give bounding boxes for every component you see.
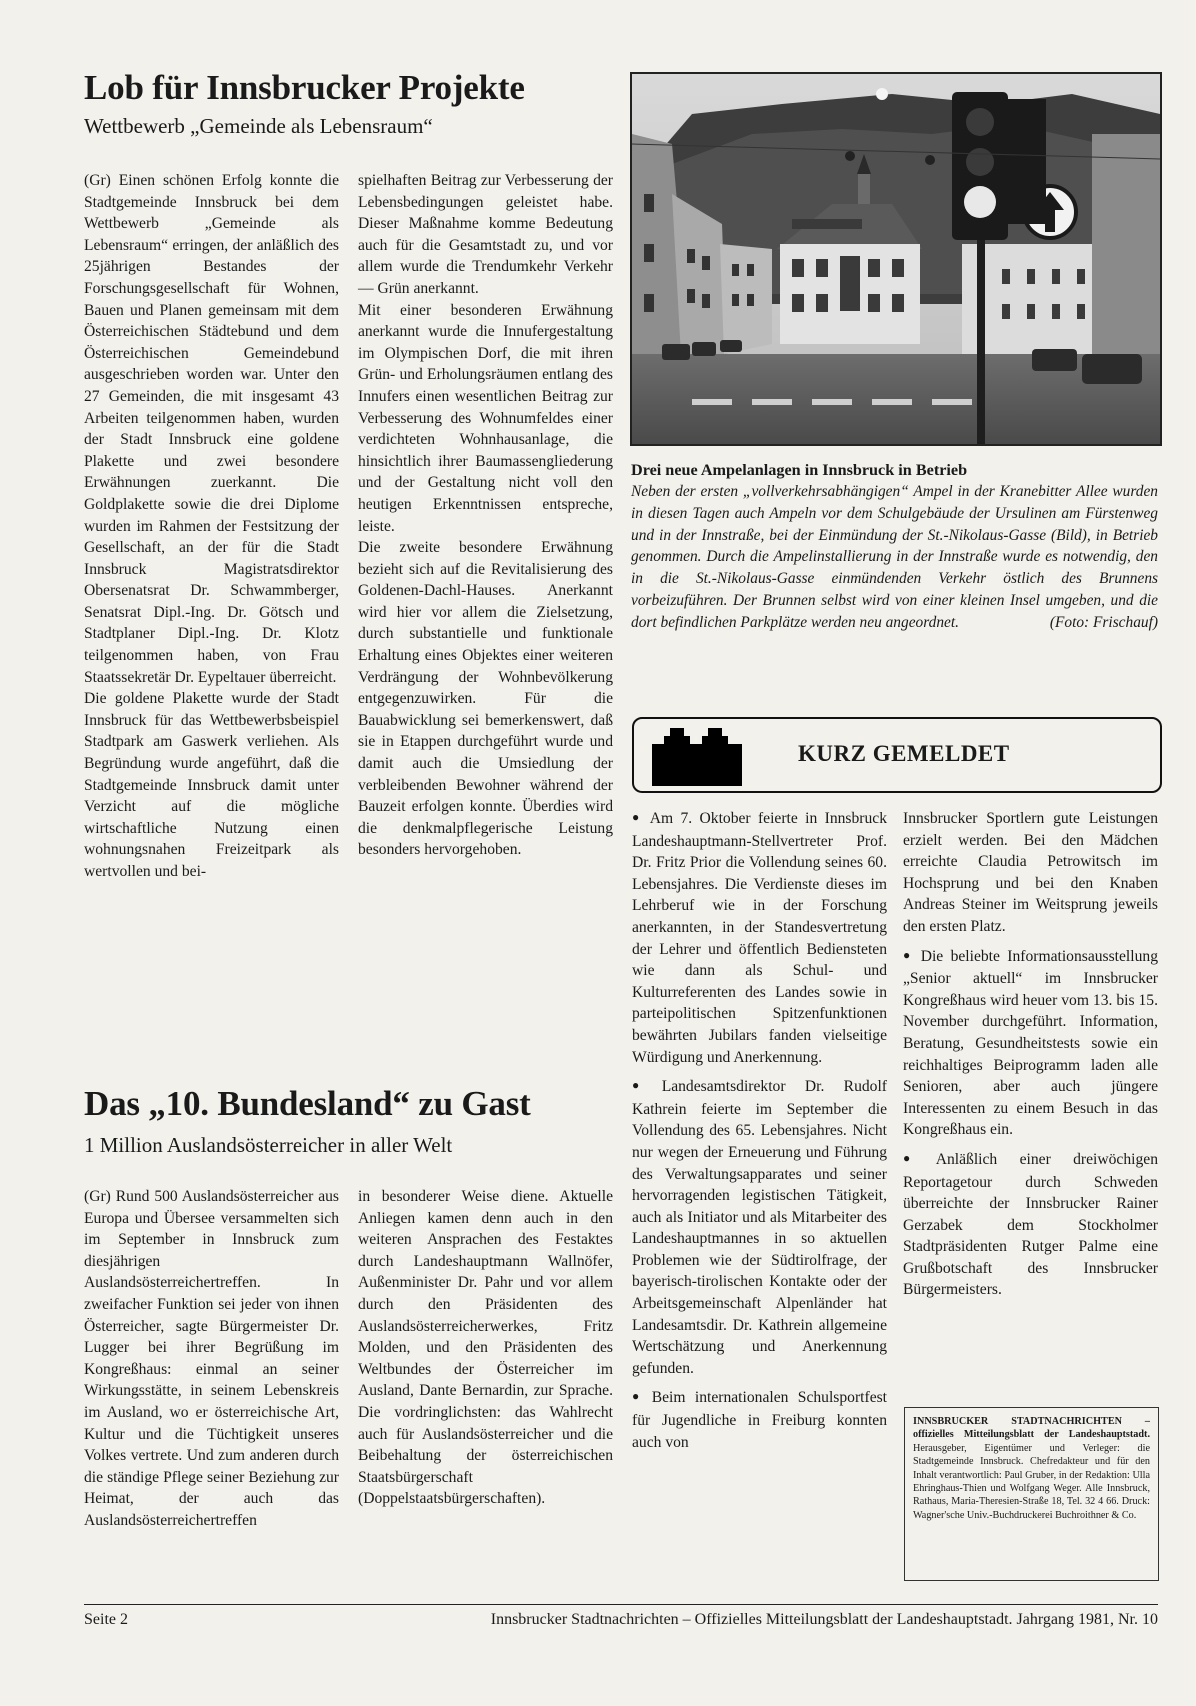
traffic-light-street-image [632,74,1160,444]
kurz-column-1 [632,808,887,1453]
photo-credit: (Foto: Frischauf) [1049,613,1158,631]
article2-title: Das „10. Bundesland“ zu Gast [84,1084,531,1123]
news-item-continued: Innsbrucker Sportlern gute Leistungen erzielt werden. Bei den Mädchen erreichte Claudia Petrowitsch im Hochsprung und bei den Knaben Andreas Steiner im Weitsprung jeweils den ersten Platz. [903,810,1158,935]
impressum-text: Herausgeber, Eigentümer und Verleger: die Stadtgemeinde Innsbruck. Chefredakteur und für den Inhalt verantwortlich: Paul Gruber, in der Redaktion: Ulla Ehringhaus-Thien und Wolfgang Weger. Alle Innsbruck, Rathaus, Maria-Theresien-Straße 18, Tel. 32 4 66. Druck: Wagner'sche Univ.-Buchdruckerei Buchroithner & Co. [913,1442,1150,1521]
publication-line: Innsbrucker Stadtnachrichten – Offizielles Mitteilungsblatt der Landeshauptstadt. Jahrgang 1981, Nr. 10 [490,1611,1158,1628]
news-item: ● Am 7. Oktober feierte in Innsbruck Landeshauptmann-Stellvertreter Prof. Dr. Fritz Prior die Vollendung seines 60. Lebensjahres. Die Verdienste dieses im Lehrberuf wie in der Forschung anerkannten, in der Standesvertretung der Lehrer und öffentlich Bediensteten wie dann als Schul- und Kulturreferenten des Landes sowie in parteipolitischen Spitzenfunktionen bewährten Jubilars fanden vielseitige Würdigung und Anerkennung. [632,808,887,1068]
article1-subtitle: Wettbewerb „Gemeinde als Lebensraum“ [84,114,433,138]
impressum-box [904,1407,1159,1581]
article1-title: Lob für Innsbrucker Projekte [84,68,525,107]
buildings-icon [650,728,746,786]
article2-paragraph: in besonderer Weise diene. Aktuelle Anliegen kamen denn auch in den weiteren Ansprachen des Festaktes durch Landeshauptmann Wallnöfer, Außenminister Dr. Pahr und vor allem durch den Präsidenten des Auslandsösterreicherwerkes, Fritz Molden, und den Präsidenten des Weltbundes der Österreicher im Ausland, Dante Bernardin, zur Sprache. Die vordringlichsten: das Wahlrecht auch für Auslandsösterreicher und die Beibehaltung der österreichischen Staatsbürgerschaft (Doppelstaatsbürgerschaften). [358,1188,613,1508]
article2-column-1 [84,1186,339,1532]
article2-paragraph: (Gr) Rund 500 Auslandsösterreicher aus Europa und Übersee versammelten sich im September in Innsbruck zum diesjährigen Auslandsösterreichertreffen. In zweifacher Funktion sei jeder von ihnen Österreicher, sagte Bürgermeister Dr. Lugger bei ihrer Begrüßung im Kongreßhaus: einmal an seiner Wirkungsstätte, in seinem Lebenskreis im Ausland, wo er österreichische Art, Kultur und die Tüchtigkeit unseres Volkes vertrete. Und zum anderen durch die ständige Pflege seiner Beziehung zur Heimat, der auch das Auslandsösterreichertreffen [84,1188,339,1529]
article1-paragraph: (Gr) Einen schönen Erfolg konnte die Stadtgemeinde Innsbruck bei dem Wettbewerb „Gemeinde als Lebensraum“ erringen, der anläßlich des 25jährigen Bestandes der Forschungsgesellschaft für Wohnen, Bauen und Planen gemeinsam mit dem Österreichischen Städtebund und dem Österreichischen Gemeindebund ausgeschrieben worden war. Unter den 27 Gemeinden, die mit insgesamt 43 Arbeiten teilgenommen haben, wurden der Stadt Innsbruck eine goldene Plakette und zwei besondere Erwähnungen zuerkannt. Die Goldplakette sowie die drei Diplome wurden im Rahmen der Festsitzung der Gesellschaft, an der für die Stadt Innsbruck Magistratsdirektor Obersenatsrat Dr. Schwammberger, Senatsrat Dipl.-Ing. Dr. Götsch und Stadtplaner Dipl.-Ing. Dr. Klotz teilgenommen haben, von Frau Staatssekretär Dr. Eypeltauer überreicht. [84,172,339,686]
news-item: ● Die beliebte Informationsausstellung „Senior aktuell“ im Innsbrucker Kongreßhaus wird heuer vom 13. bis 15. November durchgeführt. Information, Beratung, Gesundheitstests sowie ein reichhaltiges Beiprogramm laden alle Senioren, aber auch jüngere Interessenten zu einem Besuch in das Kongreßhaus ein. [903,946,1158,1141]
photo-caption [631,481,1158,634]
article1-column-2 [358,170,613,861]
kurz-column-2 [903,808,1158,1301]
street-photo [630,72,1162,446]
impressum-title: INNSBRUCKER STADTNACHRICHTEN – offizielles Mitteilungsblatt der Landeshauptstadt. [913,1416,1150,1441]
article1-paragraph: Die zweite besondere Erwähnung bezieht sich auf die Revitalisierung des Goldenen-Dachl-Hauses. Anerkannt wird hier vor allem die Zielsetzung, durch substantielle und funktionale Erhaltung eines Objektes einer weiteren Verdrängung der Wohnbevölkerung entgegenzuwirken. Für die Bauabwicklung sei bemerkenswert, daß sie in Etappen durchgeführt wurde und damit auch die Umsiedlung der verbleibenden Bewohner während der Bauzeit erfolgen konnte. Überdies wird die denkmalpflegerische Leistung besonders hervorgehoben. [358,539,613,859]
news-item: ● Landesamtsdirektor Dr. Rudolf Kathrein feierte im September die Vollendung des 65. Lebensjahres. Nicht nur wegen der Erneuerung und Führung des Verwaltungsapparates und seiner hervorragenden legistischen Tätigkeit, auch als Initiator und als Mitarbeiter des Landeshauptmannes in so aktuellen Problemen wie der Südtirolfrage, der bayerisch-tirolischen Kontakte oder der Arbeitsgemeinschaft Alpenländer hat Landesamtsdir. Dr. Kathrein allgemeine Wertschätzung und Anerkennung gefunden. [632,1076,887,1379]
kurz-gemeldet-header [632,717,1162,793]
photo-caption-title: Drei neue Ampelanlagen in Innsbruck in Betrieb [631,461,968,479]
article1-column-1 [84,170,339,883]
photo-caption-text: Neben der ersten „vollverkehrsabhängigen“ Ampel in der Kranebitter Allee wurden in diesen Tagen auch Ampeln vor dem Schulgebäude der Ursulinen am Fürstenweg und in der Innstraße, bei der Einmündung der St.-Nikolaus-Gasse (Bild), in Betrieb genommen. Durch die Ampelinstallierung in der Innstraße wurde es notwendig, den in die St.-Nikolaus-Gasse einmündenden Verkehr östlich des Brunnens vorbeizuführen. Der Brunnen selbst wird von einer kleinen Insel umgeben, und die dort befindlichen Parkplätze werden neu angeordnet. [631,483,1158,631]
article1-paragraph: spielhaften Beitrag zur Verbesserung der Lebensbedingungen geleistet habe. Dieser Maßnahme komme Bedeutung auch für die Gesamtstadt zu, und vor allem wurde die Trendumkehr Verkehr — Grün anerkannt. [358,172,613,297]
article2-column-2 [358,1186,613,1510]
article2-subtitle: 1 Million Auslandsösterreicher in aller Welt [84,1133,453,1157]
kurz-gemeldet-title: KURZ GEMELDET [798,741,1010,766]
article1-paragraph: Die goldene Plakette wurde der Stadt Innsbruck für das Wettbewerbsbeispiel Stadtpark am Gaswerk verliehen. Als Begründung wurde angeführt, daß die Stadtgemeinde Innsbruck damit unter Verzicht auf die mögliche wirtschaftliche Nutzung einen wohnungsnahen Freizeitpark als wertvollen und bei- [84,690,339,880]
page-number: Seite 2 [84,1611,128,1628]
footer-rule [84,1604,1158,1605]
article1-paragraph: Mit einer besonderen Erwähnung anerkannt wurde die Innufergestaltung im Olympischen Dorf, die mit ihren Grün- und Erholungsräumen entlang des Innufers einen wesentlichen Beitrag zur Verbesserung des Wohnumfeldes einer verdichteten Wohnhausanlage, die hinsichtlich ihrer Baumassengliederung und der Gestaltung nicht voll den heutigen Erkenntnissen entspreche, leiste. [358,301,613,535]
news-item: ● Anläßlich einer dreiwöchigen Reportagetour durch Schweden überreichte der Innsbrucker Rainer Gerzabek dem Stockholmer Stadtpräsidenten Rutger Palme eine Grußbotschaft des Innsbrucker Bürgermeisters. [903,1149,1158,1301]
news-item: ● Beim internationalen Schulsportfest für Jugendliche in Freiburg konnten auch von [632,1387,887,1453]
